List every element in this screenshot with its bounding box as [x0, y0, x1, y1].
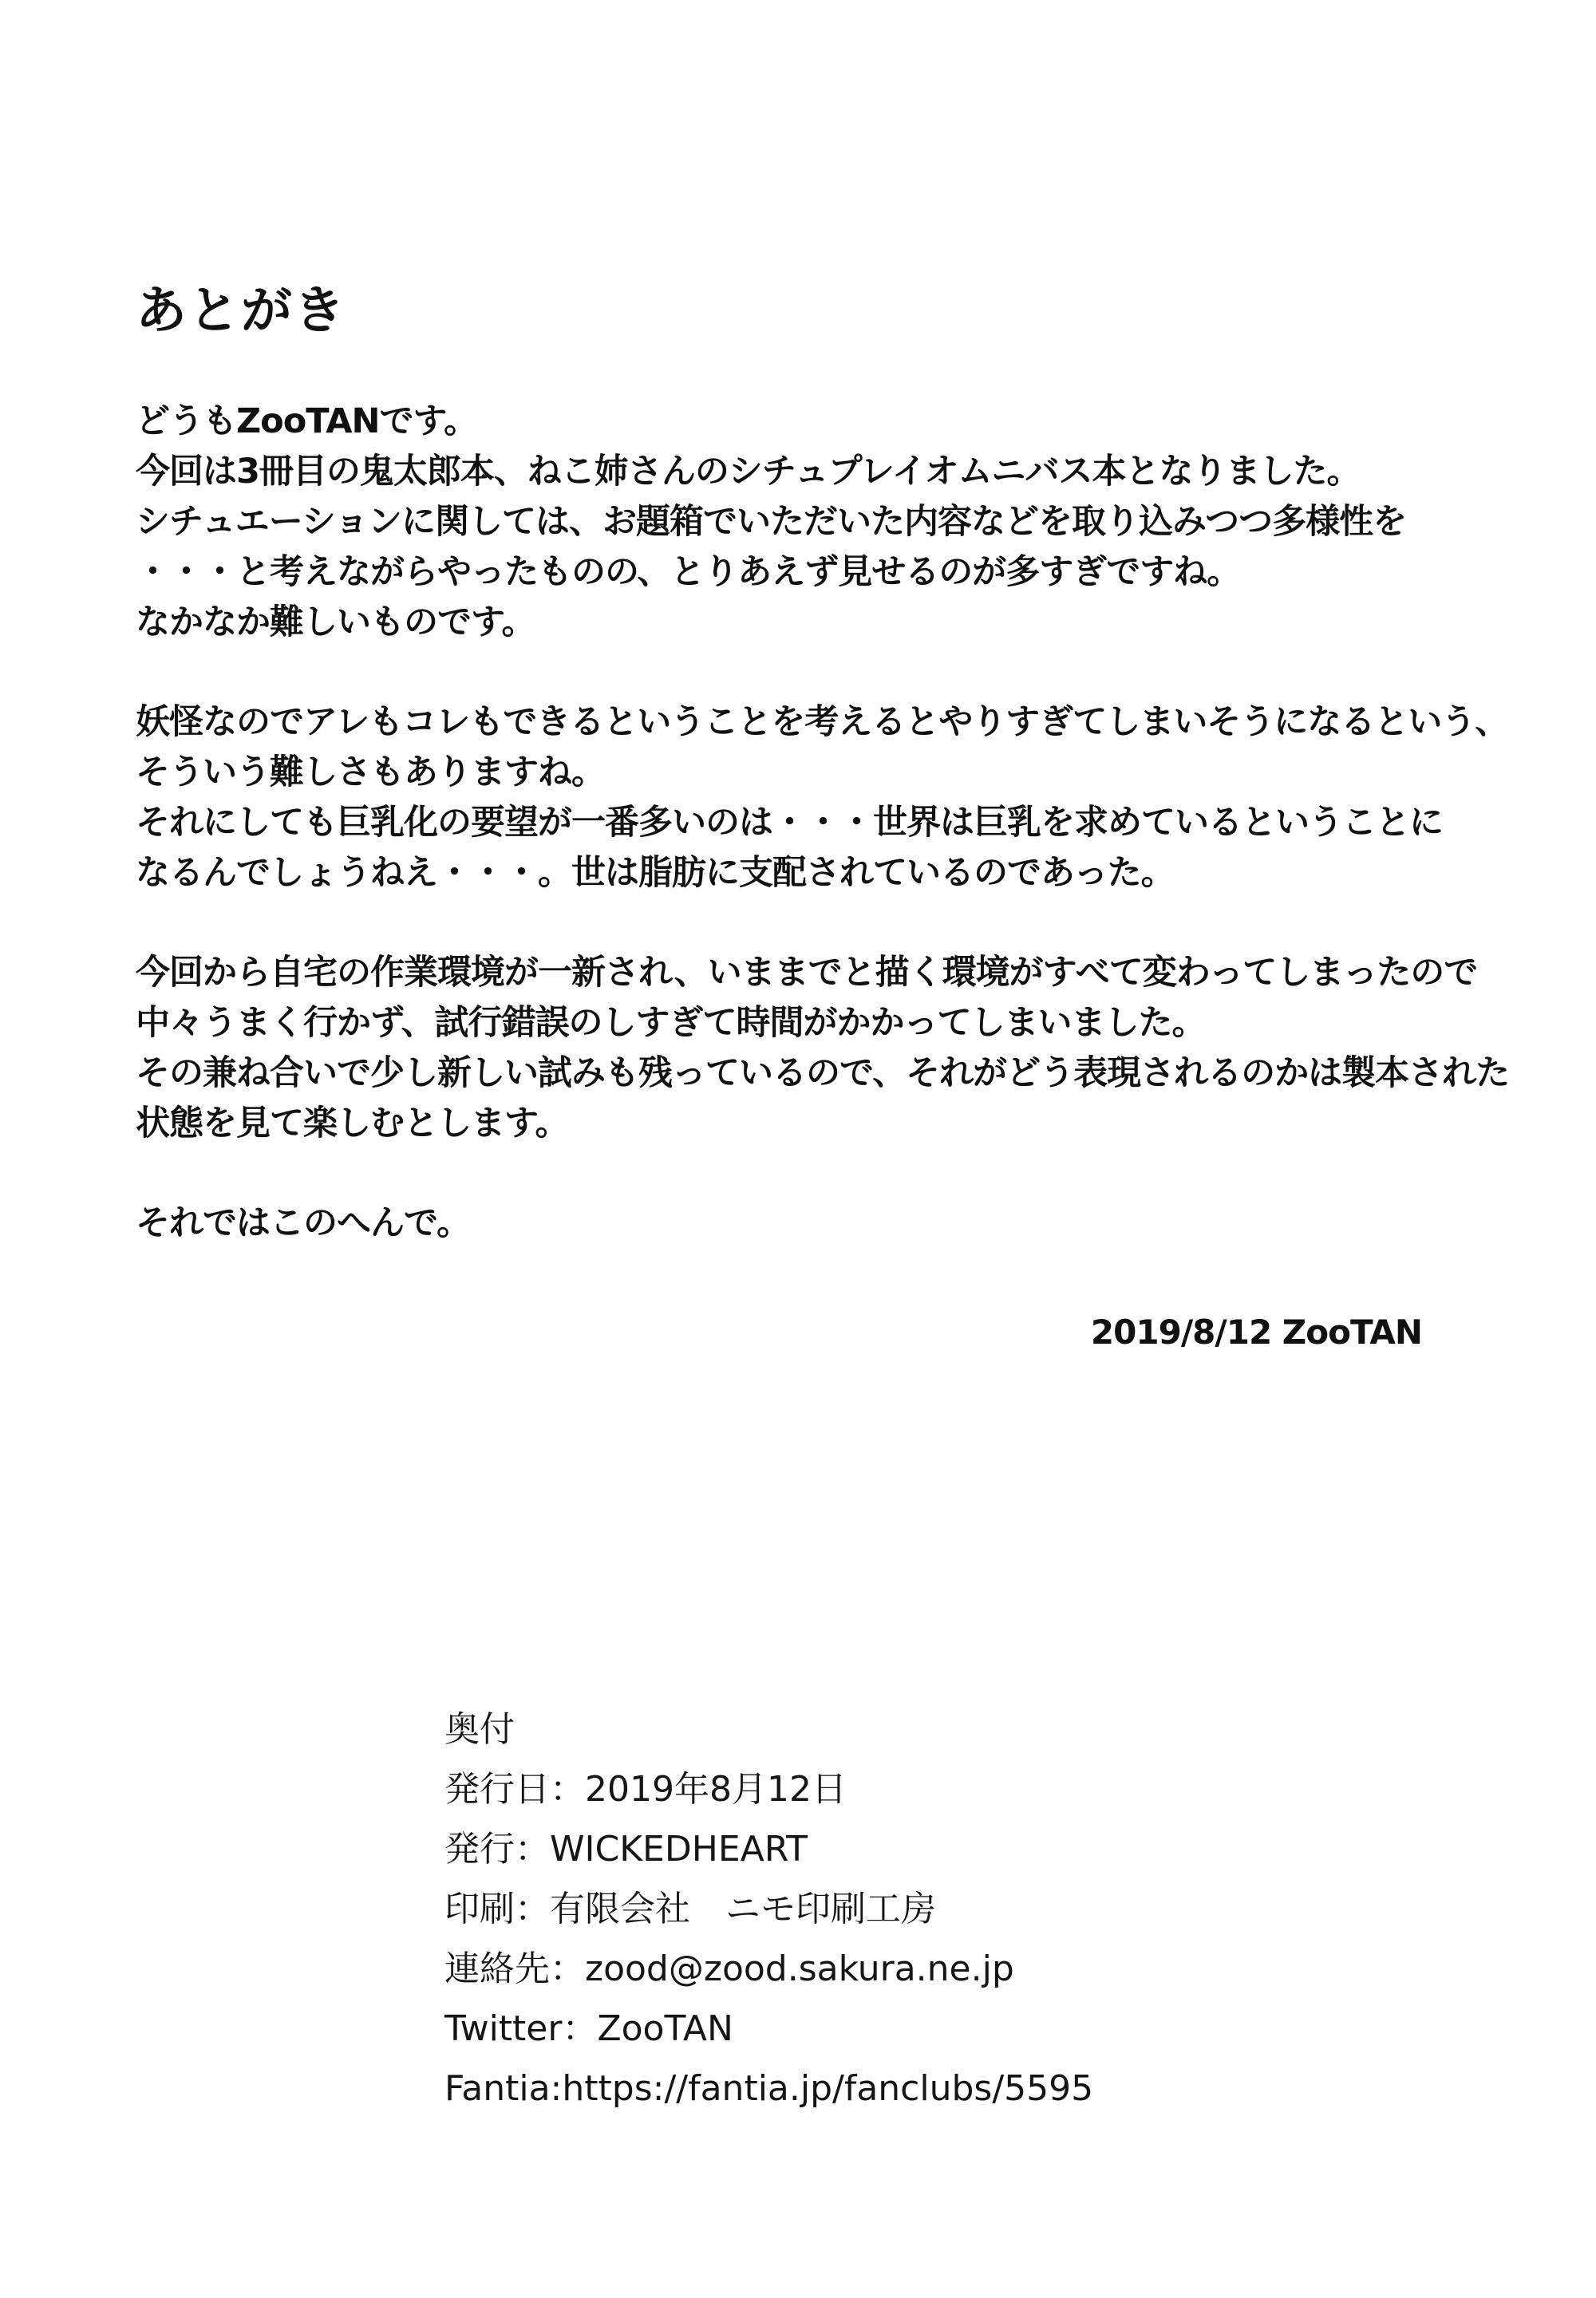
- text-line: 妖怪なのでアレもコレもできるということを考えるとやりすぎてしまいそうになるという、: [136, 702, 1509, 742]
- text-line: なかなか難しいものです。: [136, 602, 535, 642]
- afterword-section: [136, 275, 1510, 1298]
- afterword-paragraph-3: [136, 948, 1510, 1149]
- afterword-paragraph-4: [136, 1198, 1492, 1249]
- text-line: 中々うまく行かず、試行錯誤のしすぎて時間がかかってしまいました。: [136, 1003, 1206, 1043]
- text-line: その兼ね合いで少し新しい試みも残っているので、それがどう表現されるのかは製本された: [136, 1053, 1510, 1093]
- text-line: それにしても巨乳化の要望が一番多いのは・・・世界は巨乳を求めているということに: [136, 803, 1443, 843]
- text-line: シチュエーションに関しては、お題箱でいただいた内容などを取り込みつつ多様性を: [136, 502, 1407, 542]
- text-line: ・・・と考えながらやったものの、とりあえず見せるのが多すぎですね。: [136, 552, 1241, 592]
- colophon-contact: 連絡先：zood@zood.sakura.ne.jp: [444, 1949, 1014, 1989]
- text-line: 今回から自宅の作業環境が一新され、いままでと描く環境がすべて変わってしまったので: [136, 953, 1478, 993]
- afterword-title: あとがき: [136, 282, 346, 341]
- text-line: どうもZooTANです。: [136, 401, 478, 441]
- colophon-twitter: Twitter：ZooTAN: [444, 2008, 733, 2049]
- afterword-signature: 2019/8/12 ZooTAN: [1090, 1313, 1422, 1352]
- afterword-paragraph-1: [136, 397, 1492, 648]
- colophon-publisher: 発行：WICKEDHEART: [444, 1829, 808, 1870]
- afterword-paragraph-2: [136, 697, 1509, 898]
- text-line: 今回は3冊目の鬼太郎本、ねこ姉さんのシチュプレイオムニバス本となりました。: [136, 452, 1361, 492]
- colophon-printer: 印刷：有限会社 ニモ印刷工房: [444, 1889, 936, 1929]
- colophon-heading: 奥付: [444, 1709, 515, 1750]
- text-line: それではこのへんで。: [136, 1203, 471, 1243]
- colophon-fantia: Fantia:https://fantia.jp/fanclubs/5595: [444, 2068, 1094, 2109]
- text-line: なるんでしょうねえ・・・。世は脂肪に支配されているのであった。: [136, 853, 1175, 893]
- text-line: 状態を見て楽しむとします。: [136, 1104, 569, 1143]
- colophon: [444, 1700, 1093, 2118]
- colophon-publish-date: 発行日：2019年8月12日: [444, 1769, 847, 1810]
- text-line: そういう難しさもありますね。: [136, 752, 605, 792]
